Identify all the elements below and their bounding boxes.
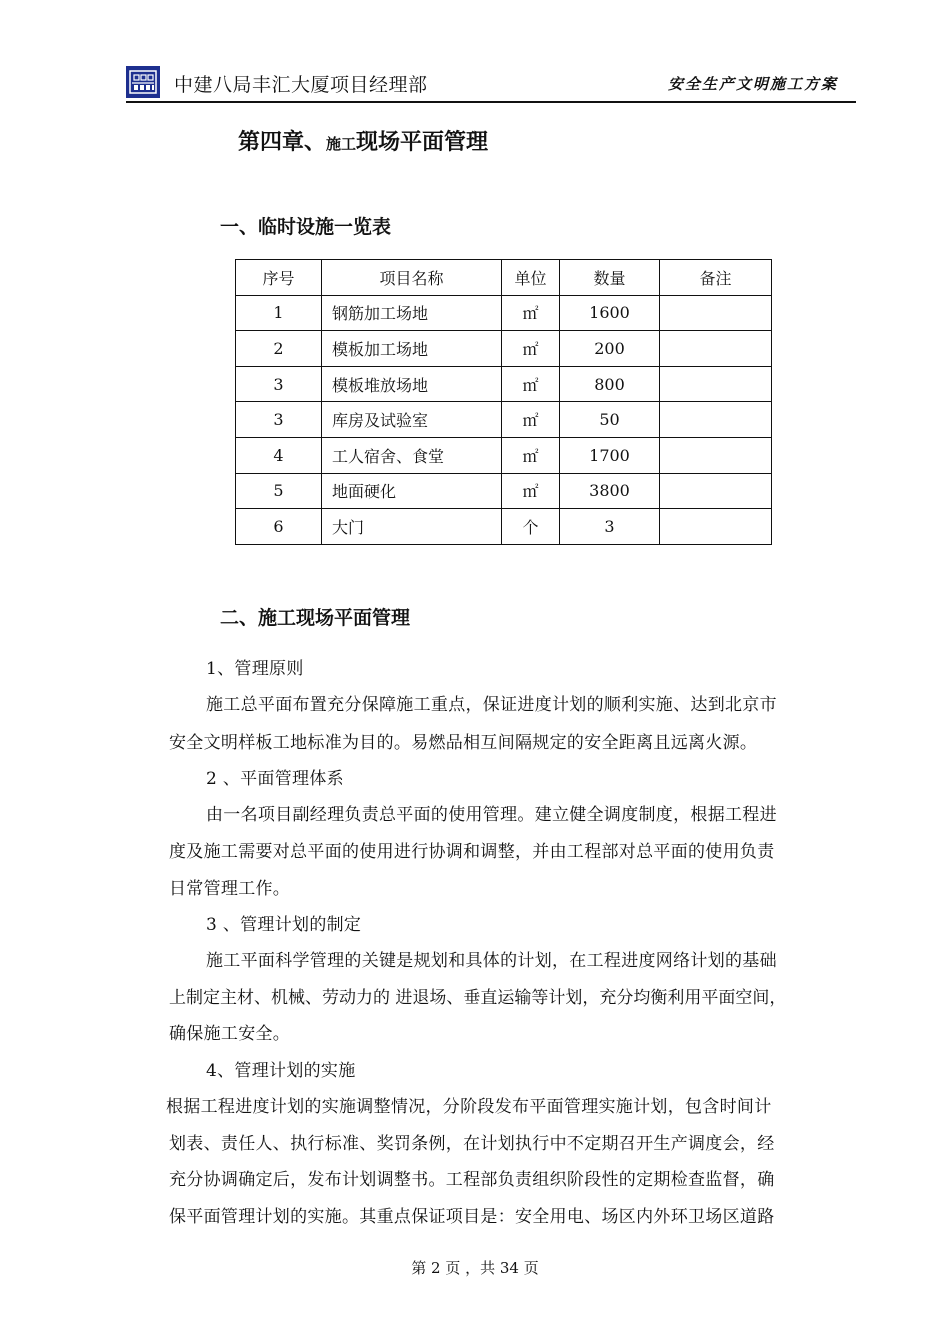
cell-quantity: 200 bbox=[560, 331, 660, 367]
cell-seq: 3 bbox=[236, 366, 322, 402]
chapter-title bbox=[238, 125, 488, 156]
paragraph-line: 度及施工需要对总平面的使用进行协调和调整，并由工程部对总平面的使用负责 bbox=[169, 842, 775, 862]
cell-name: 库房及试验室 bbox=[322, 402, 502, 438]
cell-quantity: 3800 bbox=[560, 473, 660, 509]
subheading-plan-making: 3 、管理计划的制定 bbox=[206, 915, 362, 935]
chapter-title-small: 施工 bbox=[326, 135, 357, 153]
table-header-row bbox=[236, 260, 772, 296]
cell-name: 地面硬化 bbox=[322, 473, 502, 509]
header-cell-unit: 单位 bbox=[502, 260, 560, 296]
cell-unit: ㎡ bbox=[502, 402, 560, 438]
paragraph-line: 确保施工安全。 bbox=[169, 1024, 291, 1044]
paragraph-line: 施工平面科学管理的关键是规划和具体的计划，在工程进度网络计划的基础 bbox=[206, 951, 777, 971]
cell-name: 工人宿舍、食堂 bbox=[322, 437, 502, 473]
paragraph-line: 保平面管理计划的实施。其重点保证项目是：安全用电、场区内外环卫场区道路 bbox=[169, 1207, 775, 1227]
cell-unit: ㎡ bbox=[502, 437, 560, 473]
subheading-system: 2 、平面管理体系 bbox=[206, 769, 344, 789]
cell-remarks bbox=[660, 402, 772, 438]
cell-remarks bbox=[660, 509, 772, 545]
cell-seq: 6 bbox=[236, 509, 322, 545]
paragraph-line: 由一名项目副经理负责总平面的使用管理。建立健全调度制度，根据工程进 bbox=[206, 805, 777, 825]
cell-unit: ㎡ bbox=[502, 295, 560, 331]
chapter-title-part2: 现场平面管理 bbox=[356, 130, 489, 155]
paragraph-line: 上制定主材、机械、劳动力的 进退场、垂直运输等计划，充分均衡利用平面空间， bbox=[169, 988, 787, 1008]
header-document-title: 安全生产文明施工方案 bbox=[667, 75, 838, 93]
header-title: 中建八局丰汇大厦项目经理部 bbox=[174, 74, 428, 96]
page-header bbox=[126, 64, 856, 102]
cell-quantity: 3 bbox=[560, 509, 660, 545]
table-row bbox=[236, 437, 772, 473]
page-footer: 第 2 页 ，共 34 页 bbox=[411, 1259, 539, 1277]
cell-seq: 3 bbox=[236, 402, 322, 438]
cell-quantity: 1700 bbox=[560, 437, 660, 473]
cell-remarks bbox=[660, 366, 772, 402]
chapter-title-part1: 第四章、 bbox=[238, 130, 327, 155]
paragraph-line: 日常管理工作。 bbox=[169, 879, 291, 899]
cell-seq: 5 bbox=[236, 473, 322, 509]
header-cell-name: 项目名称 bbox=[322, 260, 502, 296]
cell-quantity: 800 bbox=[560, 366, 660, 402]
cell-seq: 1 bbox=[236, 295, 322, 331]
section-title-facilities: 一、临时设施一览表 bbox=[220, 216, 392, 238]
cell-name: 模板加工场地 bbox=[322, 331, 502, 367]
subheading-plan-implementation: 4、管理计划的实施 bbox=[206, 1061, 356, 1081]
paragraph-line: 充分协调确定后，发布计划调整书。工程部负责组织阶段性的定期检查监督，确 bbox=[169, 1170, 775, 1190]
cell-quantity: 50 bbox=[560, 402, 660, 438]
table-row bbox=[236, 509, 772, 545]
header-cell-remarks: 备注 bbox=[660, 260, 772, 296]
table-row bbox=[236, 473, 772, 509]
cell-remarks bbox=[660, 331, 772, 367]
subheading-principle: 1、管理原则 bbox=[206, 659, 304, 679]
cscec-logo-icon bbox=[126, 66, 160, 98]
paragraph-line: 划表、责任人、执行标准、奖罚条例，在计划执行中不定期召开生产调度会，经 bbox=[169, 1134, 775, 1154]
cell-unit: ㎡ bbox=[502, 331, 560, 367]
cell-unit: ㎡ bbox=[502, 366, 560, 402]
table-row bbox=[236, 402, 772, 438]
table-row bbox=[236, 366, 772, 402]
cell-remarks bbox=[660, 437, 772, 473]
cell-name: 大门 bbox=[322, 509, 502, 545]
header-cell-seq: 序号 bbox=[236, 260, 322, 296]
cell-seq: 2 bbox=[236, 331, 322, 367]
paragraph-line: 根据工程进度计划的实施调整情况，分阶段发布平面管理实施计划，包含时间计 bbox=[166, 1097, 772, 1117]
cell-unit: ㎡ bbox=[502, 473, 560, 509]
cell-remarks bbox=[660, 473, 772, 509]
table-row bbox=[236, 331, 772, 367]
facilities-table bbox=[235, 259, 772, 545]
cell-remarks bbox=[660, 295, 772, 331]
section-title-site-plan: 二、施工现场平面管理 bbox=[220, 607, 411, 629]
table-row bbox=[236, 295, 772, 331]
header-divider bbox=[126, 101, 856, 103]
header-cell-quantity: 数量 bbox=[560, 260, 660, 296]
paragraph-line: 安全文明样板工地标准为目的。易燃品相互间隔规定的安全距离且远离火源。 bbox=[169, 733, 758, 753]
cell-name: 模板堆放场地 bbox=[322, 366, 502, 402]
paragraph-line: 施工总平面布置充分保障施工重点，保证进度计划的顺利实施、达到北京市 bbox=[206, 695, 777, 715]
cell-seq: 4 bbox=[236, 437, 322, 473]
cell-name: 钢筋加工场地 bbox=[322, 295, 502, 331]
cell-quantity: 1600 bbox=[560, 295, 660, 331]
cell-unit: 个 bbox=[502, 509, 560, 545]
